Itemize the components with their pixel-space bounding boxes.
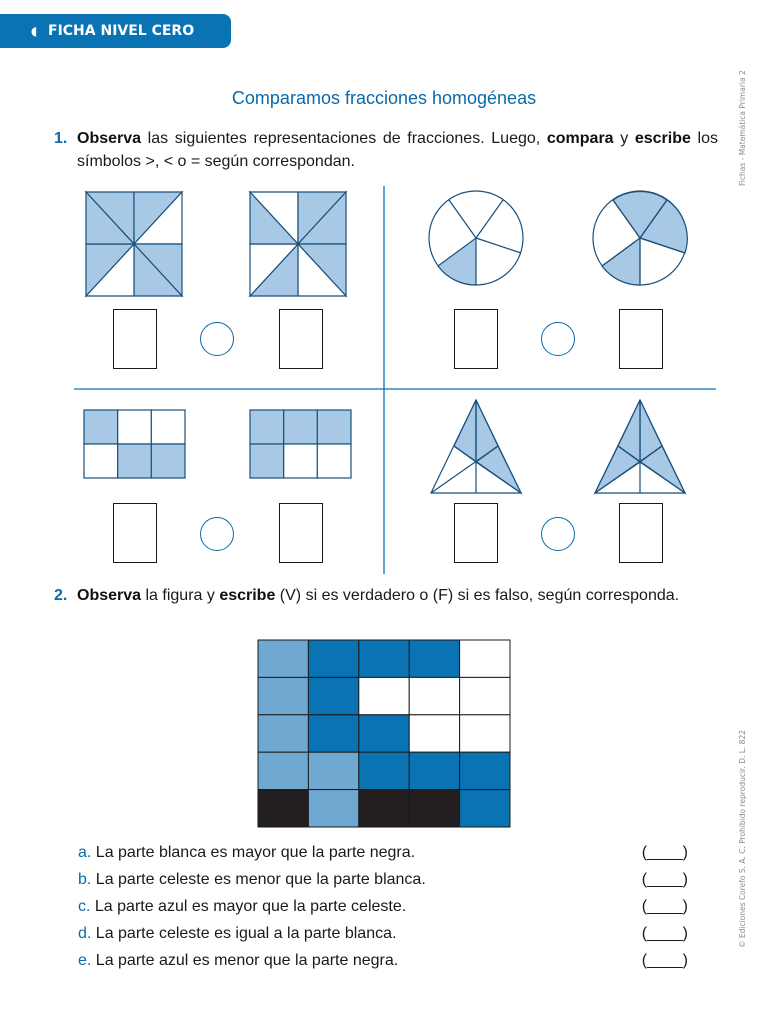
fraction-circle-1 xyxy=(429,191,523,285)
statement-e xyxy=(78,948,688,974)
grid-cell xyxy=(409,752,459,789)
grid-cell xyxy=(258,677,308,714)
q2-text-b: (V) si es verdadero o (F) si es falso, según corresponda. xyxy=(275,587,680,604)
statement-b xyxy=(78,867,688,893)
q2-bold-escribe: escribe xyxy=(219,587,276,604)
grid-cell xyxy=(308,790,358,827)
statement-letter: c. xyxy=(78,898,91,915)
answer-box-4b[interactable] xyxy=(619,503,663,563)
answer-box-4a[interactable] xyxy=(454,503,498,563)
grid-cell xyxy=(359,677,409,714)
q2-bold-observa: Observa xyxy=(77,587,142,604)
tab-label: FICHA NIVEL CERO xyxy=(48,23,195,39)
answer-blank-d[interactable]: (____) xyxy=(641,925,688,942)
answer-box-3a[interactable] xyxy=(113,503,157,563)
statement-text: La parte blanca es mayor que la parte negra. xyxy=(91,844,416,861)
statement-a xyxy=(78,840,688,866)
symbol-circle-1[interactable] xyxy=(200,322,234,356)
answer-blank-e[interactable]: (____) xyxy=(641,952,688,969)
grid-cell xyxy=(460,715,510,752)
question-1-number: 1. xyxy=(54,130,68,147)
answer-box-1b[interactable] xyxy=(279,309,323,369)
q1-bold-compara: compara xyxy=(546,130,614,147)
symbol-circle-2[interactable] xyxy=(541,322,575,356)
statement-letter: d. xyxy=(78,925,92,942)
statement-text: La parte azul es menor que la parte negra. xyxy=(91,952,399,969)
q1-text-c: los símbolos >, < o = según correspondan. xyxy=(77,130,718,170)
grid-cell xyxy=(409,715,459,752)
q1-text-b: y xyxy=(613,130,635,147)
symbol-circle-4[interactable] xyxy=(541,517,575,551)
symbol-circle-3[interactable] xyxy=(200,517,234,551)
statement-letter: b. xyxy=(78,871,92,888)
grid-cell xyxy=(409,640,459,677)
question-2 xyxy=(54,584,718,607)
grid-cell xyxy=(409,677,459,714)
grid-cell xyxy=(460,640,510,677)
q1-bold-observa: Observa xyxy=(77,130,142,147)
answer-box-3b[interactable] xyxy=(279,503,323,563)
tab-marker-icon: ◖ xyxy=(31,24,38,38)
statement-d xyxy=(78,921,688,947)
grid-cell xyxy=(308,715,358,752)
statement-text: La parte azul es mayor que la parte celeste. xyxy=(90,898,407,915)
grid-cell xyxy=(359,715,409,752)
fraction-square-2 xyxy=(250,192,346,296)
answer-box-2a[interactable] xyxy=(454,309,498,369)
answer-blank-a[interactable]: (____) xyxy=(641,844,688,861)
side-credit-bottom: © Ediciones Corefo S. A. C. Prohibido reproducir. D. L. 822 xyxy=(738,730,747,948)
question-2-number: 2. xyxy=(54,587,68,604)
grid-cell xyxy=(308,752,358,789)
grid-cell xyxy=(460,752,510,789)
fraction-triangle-2 xyxy=(595,400,685,493)
grid-cell xyxy=(258,640,308,677)
answer-box-2b[interactable] xyxy=(619,309,663,369)
grid-cell xyxy=(460,677,510,714)
grid-cell xyxy=(308,677,358,714)
grid-cell xyxy=(258,790,308,827)
grid-cell xyxy=(308,640,358,677)
statement-c xyxy=(78,894,688,920)
q2-text-a: la figura y xyxy=(141,587,220,604)
grid-cell xyxy=(258,715,308,752)
q1-bold-escribe: escribe xyxy=(634,130,691,147)
page-title: Comparamos fracciones homogéneas xyxy=(231,88,537,108)
grid-cell xyxy=(460,790,510,827)
answer-blank-c[interactable]: (____) xyxy=(641,898,688,915)
statement-text: La parte celeste es menor que la parte blanca. xyxy=(91,871,426,888)
fraction-circle-2 xyxy=(593,191,687,285)
grid-cell xyxy=(409,790,459,827)
statement-text: La parte celeste es igual a la parte blanca. xyxy=(91,925,397,942)
fraction-rect-2 xyxy=(250,410,351,478)
color-grid xyxy=(258,640,510,827)
grid-cell xyxy=(258,752,308,789)
answer-blank-b[interactable]: (____) xyxy=(641,871,688,888)
statement-letter: a. xyxy=(78,844,92,861)
q1-text-a: las siguientes representaciones de fracciones. Luego, xyxy=(141,130,547,147)
answer-box-1a[interactable] xyxy=(113,309,157,369)
statement-letter: e. xyxy=(78,952,92,969)
grid-cell xyxy=(359,640,409,677)
grid-cell xyxy=(359,752,409,789)
fraction-triangle-1 xyxy=(431,400,521,493)
side-credit-top: Fichas - Matemática Primaria 2 xyxy=(738,70,747,186)
fraction-square-1 xyxy=(86,192,182,296)
grid-cell xyxy=(359,790,409,827)
fraction-rect-1 xyxy=(84,410,185,478)
question-2-text xyxy=(77,584,718,607)
